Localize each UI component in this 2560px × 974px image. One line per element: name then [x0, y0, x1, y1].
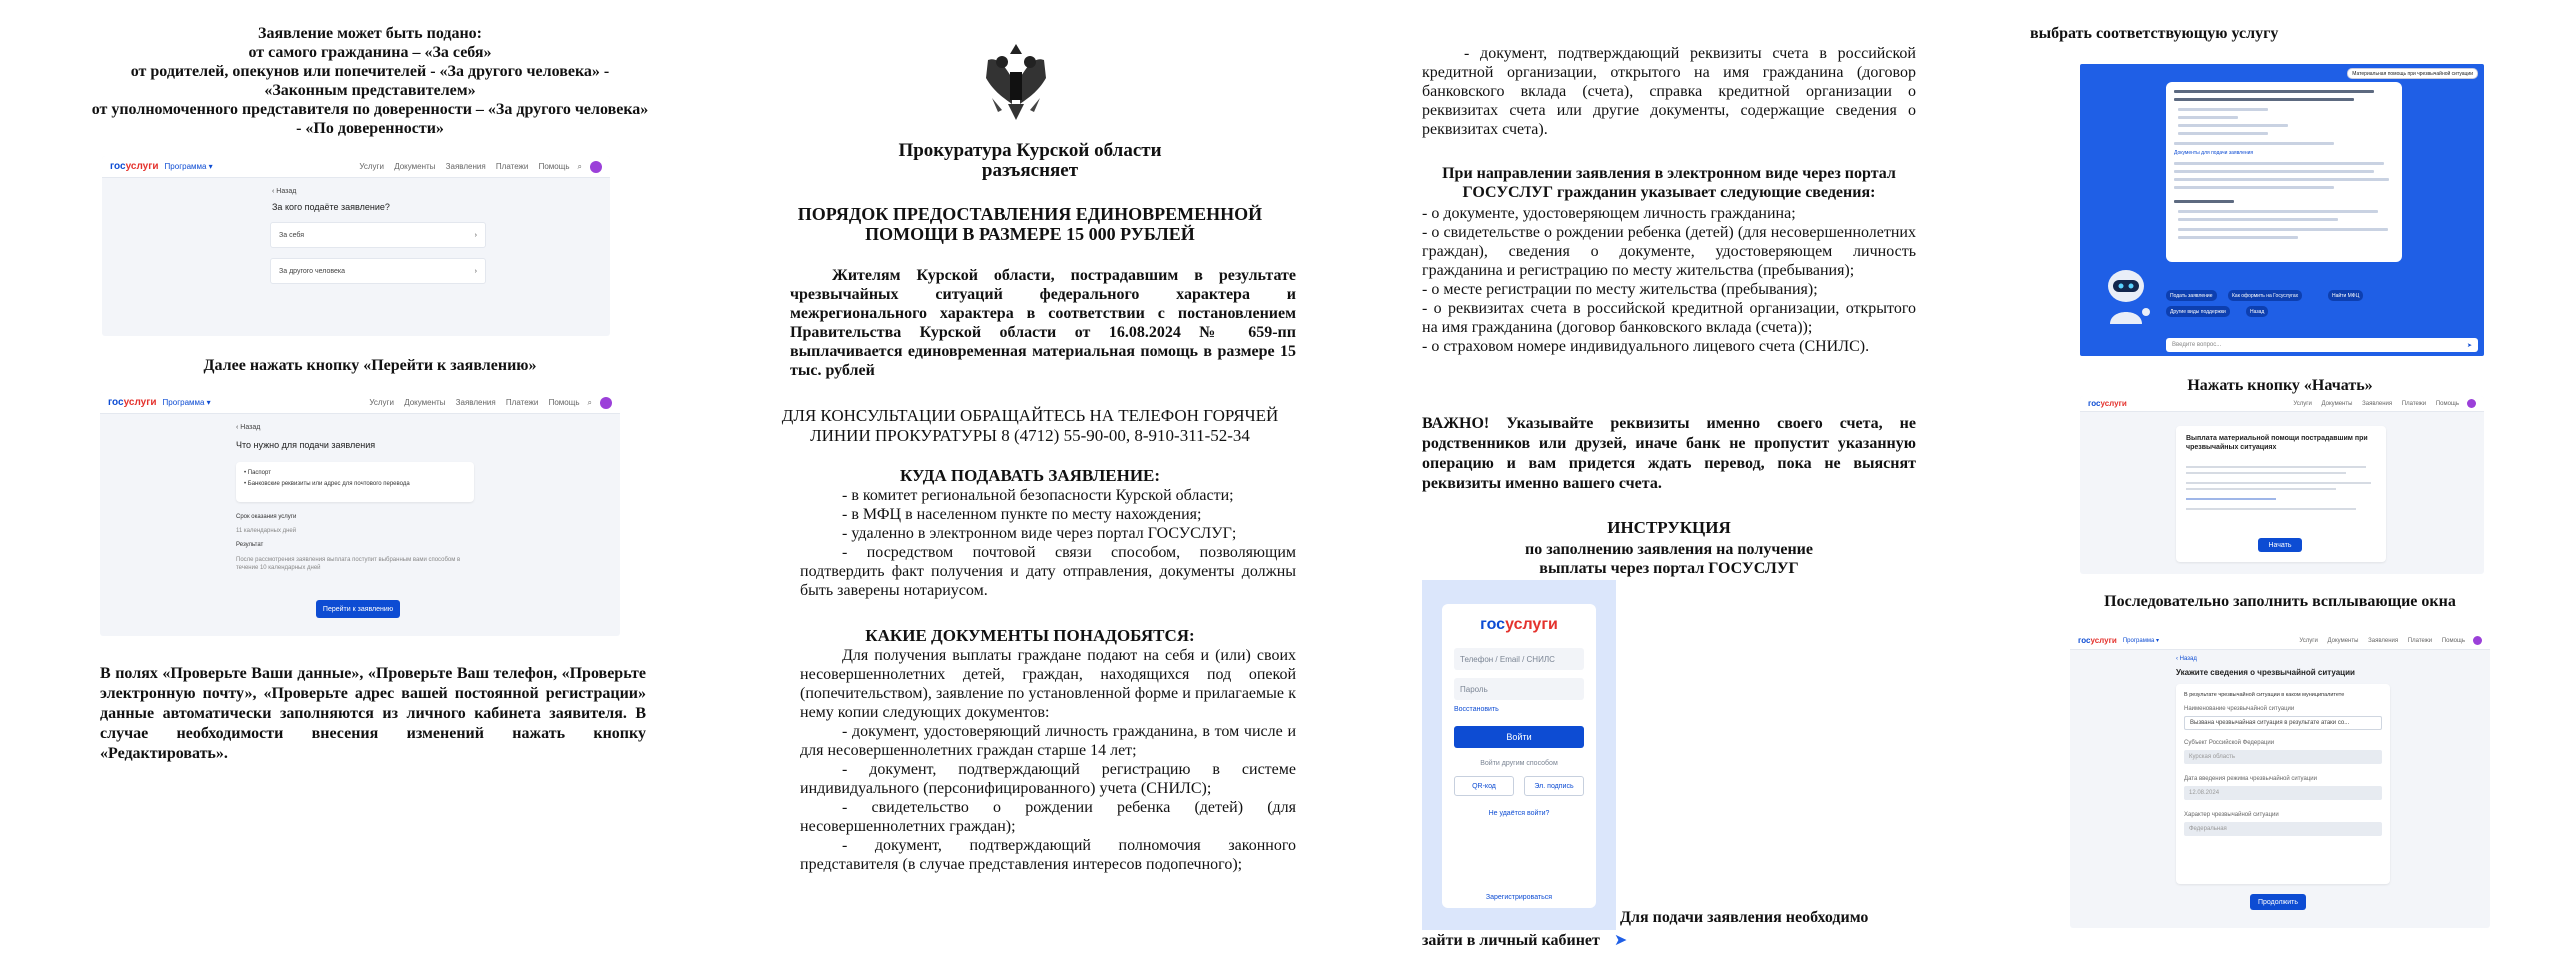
- nav-documents[interactable]: Документы: [404, 398, 446, 407]
- intro-line-2: от самого гражданина – «За себя»: [248, 44, 492, 61]
- popups-text: Последовательно заполнить всплывающие окна: [2104, 593, 2456, 610]
- top-nav: [2285, 401, 2459, 407]
- page-title: За кого подаёте заявление?: [272, 202, 390, 212]
- nav-help[interactable]: Помощь: [2435, 400, 2459, 407]
- avatar[interactable]: [600, 397, 612, 409]
- portal-item: - о месте регистрации по месту жительства (пребывания);: [1422, 281, 1818, 298]
- documents-link[interactable]: Документы для подачи заявления: [2174, 150, 2254, 156]
- warning-text: ВАЖНО! Указывайте реквизиты именно своего счета, не родственников или друзей, иначе банк не пропустит указанную операцию и вам придется ждать перевод, пока не выяснят реквизиты именно вашего счета.: [1422, 415, 1916, 492]
- nav-services[interactable]: Услуги: [2293, 400, 2312, 407]
- option-self[interactable]: [270, 222, 486, 248]
- how-to-gosuslugi-chip[interactable]: Как оформить на Госуслугах: [2228, 290, 2302, 301]
- start-button[interactable]: Начать: [2258, 538, 2302, 552]
- region-select[interactable]: Программа ▾: [162, 398, 211, 407]
- where-heading: КУДА ПОДАВАТЬ ЗАЯВЛЕНИЕ:: [899, 466, 1161, 485]
- screenshot-who-applies: [102, 156, 610, 336]
- nav-documents[interactable]: Документы: [394, 162, 436, 171]
- portal-item: - о свидетельстве о рождении ребенка (детей) (для несовершеннолетних граждан), сведения о документе, удостоверяющем личность гражданина и регистрацию по месту жительства (пребывания);: [1422, 224, 1916, 279]
- docs-item: - документ, удостоверяющий личность гражданина, в том числе и для несовершеннолетних граждан старше 14 лет;: [800, 723, 1296, 759]
- choose-service-text: выбрать соответствующую услугу: [2030, 25, 2279, 42]
- nav-documents[interactable]: Документы: [2321, 400, 2353, 407]
- instruction-subtitle: по заполнению заявления на получение выплаты через портал ГОСУСЛУГ: [1525, 541, 1813, 577]
- where-item: - посредством почтовой связи способом, позволяющим подтвердить факт получения и дату отправления, документы должны быть заверены нотариусом.: [800, 544, 1296, 599]
- input-region[interactable]: Курская область: [2184, 750, 2382, 764]
- nav-services[interactable]: Услуги: [2299, 637, 2318, 644]
- column-1: [90, 0, 650, 974]
- bullet-bank: • Банковские реквизиты или адрес для почтового перевода: [244, 481, 410, 487]
- user-request-bubble: Материальная помощь при чрезвычайной ситуации: [2347, 68, 2478, 79]
- top-nav: [2291, 638, 2465, 644]
- docs-list: [800, 722, 1296, 874]
- avatar[interactable]: [2473, 636, 2482, 645]
- region-select[interactable]: Программа ▾: [2122, 638, 2159, 644]
- assistant-answer-bubble: [2166, 82, 2402, 262]
- page-title: Что нужно для подачи заявления: [236, 440, 376, 450]
- option-self-label: За себя: [279, 231, 305, 239]
- input-emergency-type[interactable]: Федеральная: [2184, 822, 2382, 836]
- portal-item: - о документе, удостоверяющем личность гражданина;: [1422, 205, 1796, 222]
- instruction-title: ИНСТРУКЦИЯ: [1607, 518, 1731, 537]
- form-card: [2176, 684, 2390, 884]
- chat-input-placeholder: Введите вопрос...: [2172, 342, 2222, 348]
- label-emergency-type: Характер чрезвычайной ситуации: [2184, 812, 2279, 818]
- login-caption-2: [1422, 930, 1682, 950]
- submit-application-chip[interactable]: Подать заявление: [2166, 290, 2217, 301]
- other-support-chip[interactable]: Другие виды поддержки: [2166, 306, 2230, 317]
- nav-help[interactable]: Помощь: [2441, 637, 2465, 644]
- where-list: [800, 486, 1296, 600]
- press-start-text: Нажать кнопку «Начать»: [2187, 377, 2373, 394]
- hotline-text: ДЛЯ КОНСУЛЬТАЦИИ ОБРАЩАЙТЕСЬ НА ТЕЛЕФОН ГОРЯЧЕЙ ЛИНИИ ПРОКУРАТУРЫ 8 (4712) 55-90-00, 8-910-311-52-34: [781, 406, 1279, 445]
- gosuslugi-logo: госуслуги: [1480, 616, 1558, 633]
- search-icon[interactable]: ⌕: [587, 397, 592, 407]
- lead-paragraph: Жителям Курской области, пострадавшим в результате чрезвычайных ситуаций федерального характера и межрегионального характера в соответствии с постановлением Правительства Курской области от 16.08.2024 № 659-пп выплачивается единовременная материальная помощь в размере 15 тыс. рублей: [790, 267, 1296, 379]
- intro-line-3: от родителей, опекунов или попечителей - «За другого человека» - «Законным представителем»: [130, 63, 610, 99]
- nav-help[interactable]: Помощь: [548, 398, 580, 407]
- where-item: - в МФЦ в населенном пункте по месту нахождения;: [842, 506, 1202, 523]
- column-2: [750, 0, 1310, 974]
- gosuslugi-logo: госуслуги: [2088, 399, 2127, 408]
- search-icon[interactable]: ⌕: [577, 161, 582, 171]
- avatar[interactable]: [2467, 399, 2476, 408]
- label-emergency-name: Наименование чрезвычайной ситуации: [2184, 706, 2295, 712]
- intro-line-1: Заявление может быть подано:: [258, 25, 482, 42]
- e-signature-button[interactable]: Эл. подпись: [1524, 776, 1584, 796]
- label-region: Субъект Российской Федерации: [2184, 740, 2275, 746]
- where-item: - в комитет региональной безопасности Курской области;: [842, 487, 1234, 504]
- portal-list: [1422, 204, 1916, 356]
- nav-documents[interactable]: Документы: [2327, 637, 2359, 644]
- nav-services[interactable]: Услуги: [369, 398, 394, 407]
- form-subtitle: В результате чрезвычайной ситуации в каком муниципалитете: [2184, 692, 2345, 698]
- back-chip[interactable]: Назад: [2246, 306, 2268, 317]
- intro-text: [90, 24, 650, 138]
- nav-applications[interactable]: Заявления: [455, 398, 496, 407]
- docs-item: - документ, подтверждающий полномочия законного представителя (в случае представления интересов подопечного);: [800, 837, 1296, 873]
- top-nav: [351, 162, 569, 171]
- service-card: [2176, 426, 2386, 562]
- term-value: 11 календарных дней: [236, 528, 297, 534]
- chevron-right-icon: ›: [474, 267, 477, 275]
- result-label: Результат: [236, 542, 264, 548]
- step-2-text: Далее нажать кнопку «Перейти к заявлению»: [203, 357, 537, 374]
- form-title: Укажите сведения о чрезвычайной ситуации: [2176, 668, 2355, 677]
- login-button[interactable]: Войти: [1454, 726, 1584, 748]
- arrow-pointer-icon: ➤: [1613, 930, 1628, 949]
- qr-code-button[interactable]: QR-код: [1454, 776, 1514, 796]
- footer-text: В полях «Проверьте Ваши данные», «Проверьте Ваш телефон, «Проверьте электронную почту», «Проверьте адрес вашей постоянной регистрации» данные автоматически заполняются из личного кабинета заявителя. В случае необходимости внесения изменений нажать кнопку «Редактировать».: [100, 665, 646, 762]
- column-3: [1422, 0, 1922, 974]
- login-card: [1442, 604, 1596, 908]
- docs-intro: Для получения выплаты граждане подают на себя и (или) своих несовершеннолетних детей, граждан, находящихся под опекой (попечительством), заявление по установленной форме и прилагаемые к нему копии следующих документов:: [800, 647, 1296, 721]
- continue-button[interactable]: Продолжить: [2250, 894, 2306, 910]
- bullet-passport: • Паспорт: [244, 470, 271, 476]
- doc-title-1: ПОРЯДОК ПРЕДОСТАВЛЕНИЯ ЕДИНОВРЕМЕННОЙ: [797, 204, 1263, 224]
- register-link[interactable]: Зарегистрироваться: [1485, 894, 1553, 901]
- header-bar: [100, 392, 620, 414]
- region-select[interactable]: Программа ▾: [164, 162, 213, 171]
- screenshot-start-service: [2080, 396, 2484, 574]
- docs-item: - документ, подтверждающий регистрацию в системе индивидуального (персонифицированного) учета (СНИЛС);: [800, 761, 1296, 797]
- back-link[interactable]: ‹ Назад: [236, 424, 261, 431]
- send-icon[interactable]: ➤: [2466, 342, 2472, 349]
- screenshot-login: [1422, 580, 1616, 930]
- cant-login-link[interactable]: Не удаётся войти?: [1488, 810, 1550, 817]
- doc-continuation: - документ, подтверждающий реквизиты счета в российской кредитной организации, открытого на имя гражданина (договор банковского вклада (счета), справка кредитной организации о реквизитах счета или другие документы, содержащие сведения о реквизитах счета).: [1422, 45, 1916, 138]
- nav-applications[interactable]: Заявления: [445, 162, 486, 171]
- term-label: Срок оказания услуги: [236, 514, 297, 520]
- restore-link[interactable]: Восстановить: [1454, 706, 1499, 713]
- label-emergency-date: Дата введения режима чрезвычайной ситуации: [2184, 776, 2317, 782]
- find-mfc-chip[interactable]: Найти МФЦ: [2328, 290, 2363, 301]
- nav-applications[interactable]: Заявления: [2368, 637, 2399, 644]
- robot-assistant-icon: [2098, 264, 2154, 326]
- org-explains: разъясняет: [981, 160, 1079, 181]
- top-nav: [361, 398, 579, 407]
- docs-item: - свидетельство о рождении ребенка (детей) (для несовершеннолетних граждан);: [800, 799, 1296, 835]
- portal-item: - о реквизитах счета в российской кредитной организации, открытого на имя гражданина (договор банковского вклада (счета));: [1422, 300, 1916, 336]
- header-bar: [2070, 632, 2490, 650]
- nav-applications[interactable]: Заявления: [2362, 400, 2393, 407]
- gosuslugi-logo: госуслуги: [110, 161, 159, 172]
- screenshot-assistant-chat: [2080, 64, 2484, 356]
- nav-payments[interactable]: Платежи: [495, 162, 529, 171]
- nav-services[interactable]: Услуги: [359, 162, 384, 171]
- avatar[interactable]: [590, 161, 602, 173]
- login-caption-1: Для подачи заявления необходимо: [1620, 909, 1869, 926]
- header-bar: [2080, 396, 2484, 412]
- input-emergency-date[interactable]: 12.08.2024: [2184, 786, 2382, 800]
- portal-heading: При направлении заявления в электронном виде через портал ГОСУСЛУГ гражданин указывает следующие сведения:: [1442, 165, 1896, 201]
- result-text: После рассмотрения заявления выплата поступит выбранным вами способом в течение 10 календарных дней: [236, 557, 461, 571]
- password-input[interactable]: Пароль: [1454, 678, 1584, 700]
- header-bar: [102, 156, 610, 178]
- portal-item: - о страховом номере индивидуального лицевого счета (СНИЛС).: [1422, 338, 1870, 355]
- coat-of-arms-emblem: [978, 38, 1054, 124]
- intro-line-4: от уполномоченного представителя по доверенности – «За другого человека» - «По доверенности»: [91, 101, 649, 137]
- nav-help[interactable]: Помощь: [538, 162, 570, 171]
- where-item: - удаленно в электронном виде через портал ГОСУСЛУГ;: [842, 525, 1237, 542]
- back-link[interactable]: ‹ Назад: [2176, 656, 2197, 662]
- docs-heading: КАКИЕ ДОКУМЕНТЫ ПОНАДОБЯТСЯ:: [865, 626, 1195, 645]
- back-link[interactable]: ‹ Назад: [272, 188, 297, 195]
- go-to-application-button[interactable]: Перейти к заявлению: [316, 600, 400, 618]
- login-caption-2-text: зайти в личный кабинет: [1422, 932, 1600, 949]
- login-input[interactable]: Телефон / Email / СНИЛС: [1454, 648, 1584, 670]
- chevron-right-icon: ›: [474, 231, 477, 239]
- screenshot-requirements: [100, 392, 620, 636]
- requirements-card: [236, 462, 474, 502]
- nav-payments[interactable]: Платежи: [505, 398, 539, 407]
- screenshot-emergency-form: [2070, 632, 2490, 928]
- org-name: Прокуратура Курской области: [898, 140, 1162, 161]
- gosuslugi-logo: госуслуги: [2078, 636, 2117, 645]
- doc-title-2: ПОМОЩИ В РАЗМЕРЕ 15 000 РУБЛЕЙ: [865, 224, 1195, 244]
- option-other-label: За другого человека: [279, 267, 346, 275]
- service-title: Выплата материальной помощи пострадавшим при чрезвычайных ситуациях: [2186, 435, 2368, 451]
- chat-input[interactable]: [2166, 338, 2478, 352]
- nav-payments[interactable]: Платежи: [2401, 400, 2427, 407]
- select-emergency-name[interactable]: Вызвана чрезвычайная ситуация в результате атаки со...: [2184, 716, 2382, 730]
- column-4: [2030, 0, 2530, 974]
- option-other[interactable]: [270, 258, 486, 284]
- other-method-label: Войти другим способом: [1480, 760, 1558, 767]
- nav-payments[interactable]: Платежи: [2407, 637, 2433, 644]
- gosuslugi-logo: госуслуги: [108, 397, 157, 408]
